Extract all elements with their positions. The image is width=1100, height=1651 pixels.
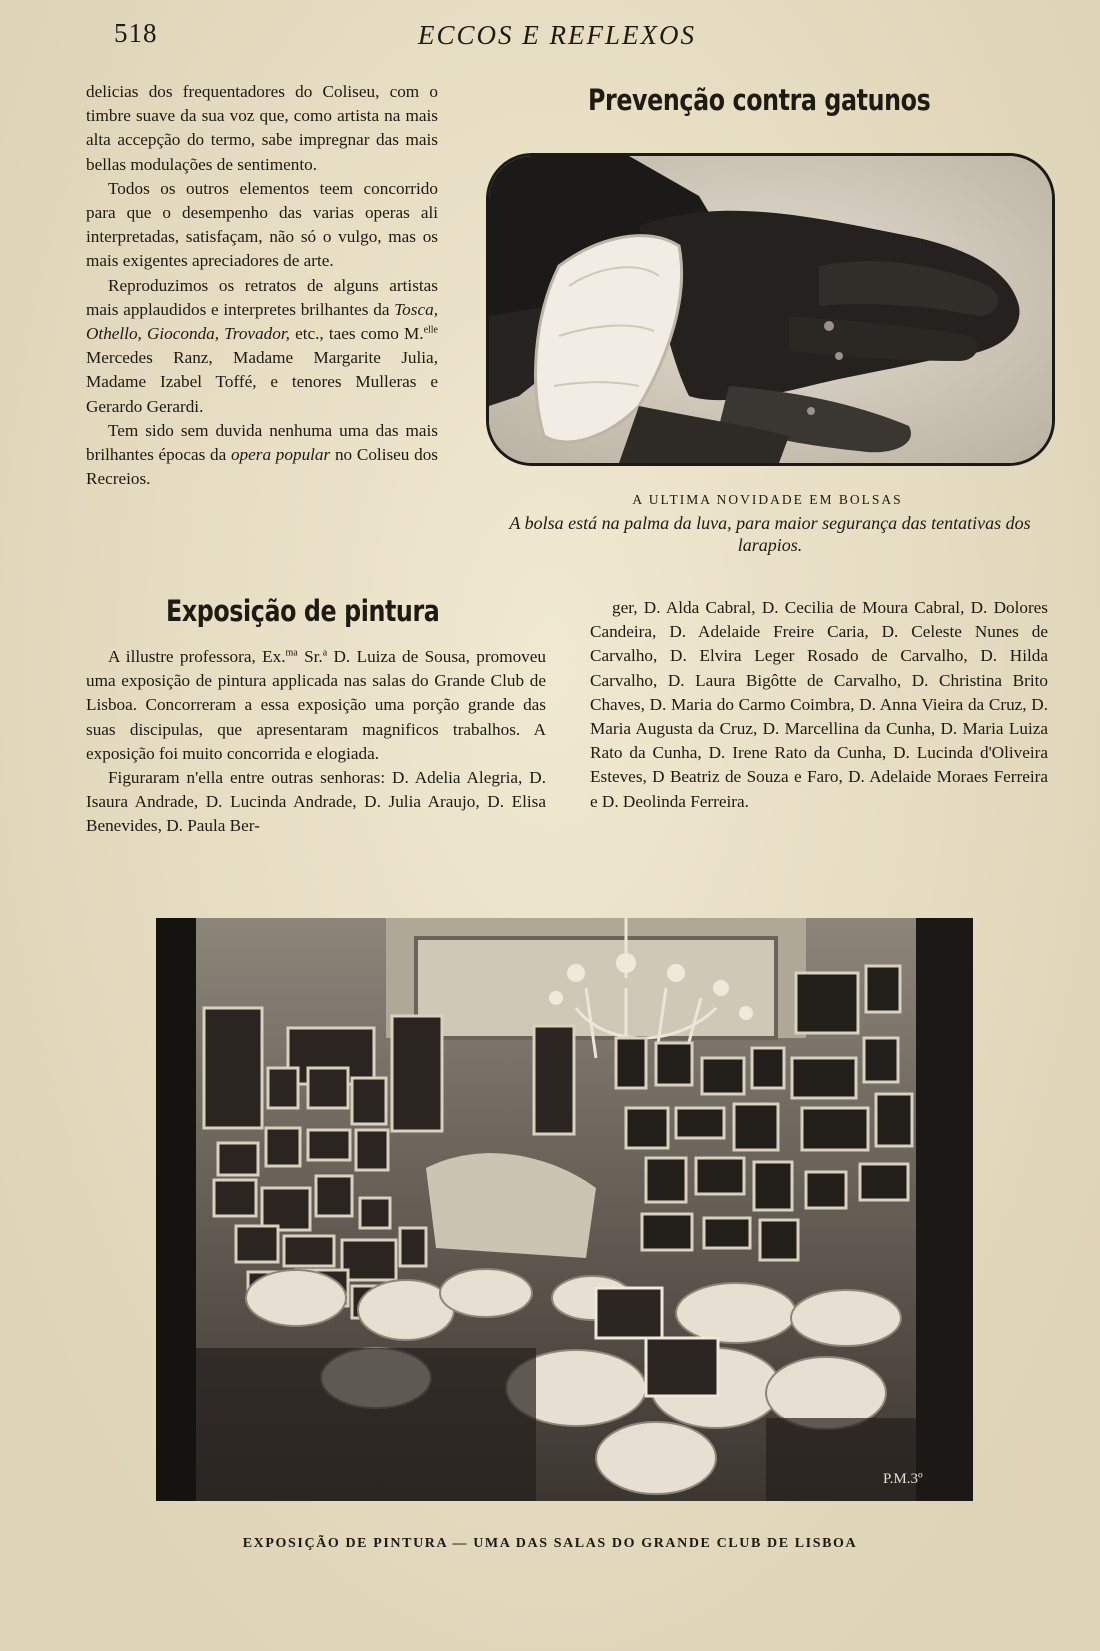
text: etc., taes como M. bbox=[289, 324, 424, 344]
exhibition-photo bbox=[156, 918, 973, 1501]
superscript: a bbox=[322, 647, 328, 659]
opera-titles: Tosca, Othello, Gioconda, Trovador, bbox=[86, 299, 438, 344]
paragraph bbox=[86, 274, 438, 419]
paragraph bbox=[86, 419, 438, 492]
exposicao-text-right bbox=[590, 596, 1048, 814]
paragraph: delicias dos frequentadores do Coliseu, com o timbre suave da sua voz que, como artista na mais alta accepção do termo, sabe impregnar das mais bellas modulações de sentimento. bbox=[86, 82, 438, 174]
article-heading-exposicao: Exposição de pintura bbox=[166, 594, 440, 628]
exhibition-photo-caption: EXPOSIÇÃO DE PINTURA — UMA DAS SALAS DO GRANDE CLUB DE LISBOA bbox=[242, 1536, 858, 1551]
superscript: ma bbox=[285, 647, 298, 659]
glove-photo bbox=[486, 153, 1055, 466]
photo-caption: A bolsa está na palma da luva, para maior segurança das tentativas dos larapios. bbox=[509, 513, 1031, 555]
italic-text: opera popular bbox=[230, 445, 331, 465]
exposicao-text-left bbox=[86, 645, 546, 839]
photo-caption-title: A ULTIMA NOVIDADE EM BOLSAS bbox=[632, 492, 903, 507]
text: Reproduzimos os retratos de alguns artistas mais applaudidos e interpretes brilhantes da bbox=[86, 275, 438, 319]
paragraph: ger, D. Alda Cabral, D. Cecilia de Moura Cabral, D. Dolores Candeira, D. Adelaide Freire Caria, D. Celeste Nunes de Carvalho, D. Elvira Leger Rosado de Carvalho, D. Hilda Carvalho, D. Laura Bigôtte de Carvalho, D. Christina Brito Chaves, D. Maria do Carmo Coimbra, D. Anna Vieira da Cruz, D. Maria Augusta da Cruz, D. Marcellina da Cunha, D. Maria Luiza Rato da Cunha, D. Irene Rato da Cunha, D. Lucinda d'Oliveira Esteves, D Beatriz de Souza e Faro, D. Adelaide Moraes Ferreira e D. Deolinda Ferreira. bbox=[590, 598, 1048, 811]
photo-signature: P.M.3º bbox=[883, 1471, 923, 1487]
text: Sr. bbox=[297, 647, 323, 666]
paragraph bbox=[86, 645, 546, 766]
paragraph: Figuraram n'ella entre outras senhoras: D. Adelia Alegria, D. Isaura Andrade, D. Lucinda Andrade, D. Julia Araujo, D. Elisa Benevides, D. Paula Ber- bbox=[86, 768, 546, 836]
text: D. Luiza de Sousa, promoveu uma exposição de pintura applicada nas salas do Grande Club de Lisboa. Concorreram a essa exposição uma porção grande das suas discipulas, que apresentaram magnificos trabalhos. A exposição foi muito concorrida e elogiada. bbox=[86, 647, 546, 763]
exhibition-room-illustration bbox=[156, 918, 973, 1501]
page-header bbox=[0, 18, 1100, 58]
article-continuation bbox=[86, 80, 438, 491]
glove-illustration bbox=[489, 156, 1052, 463]
page-number: 518 bbox=[114, 18, 158, 48]
article-heading-prevencao: Prevenção contra gatunos bbox=[588, 83, 931, 117]
running-title: ECCOS E REFLEXOS bbox=[418, 20, 696, 50]
text: Mercedes Ranz, Madame Margarite Julia, Madame Izabel Toffé, e tenores Mulleras e Gerardo Gerardi. bbox=[86, 348, 438, 416]
text: A illustre professora, Ex. bbox=[108, 647, 286, 666]
paragraph: Todos os outros elementos teem concorrido para que o desempenho das varias operas ali interpretadas, satisfaçam, não só o vulgo, mas os mais exigentes apreciadores de arte. bbox=[86, 178, 438, 271]
text: Tem sido sem duvida nenhuma uma das mais brilhantes épocas da bbox=[86, 420, 438, 465]
superscript: elle bbox=[423, 324, 438, 336]
text: no Coliseu dos Recreios. bbox=[86, 445, 438, 489]
